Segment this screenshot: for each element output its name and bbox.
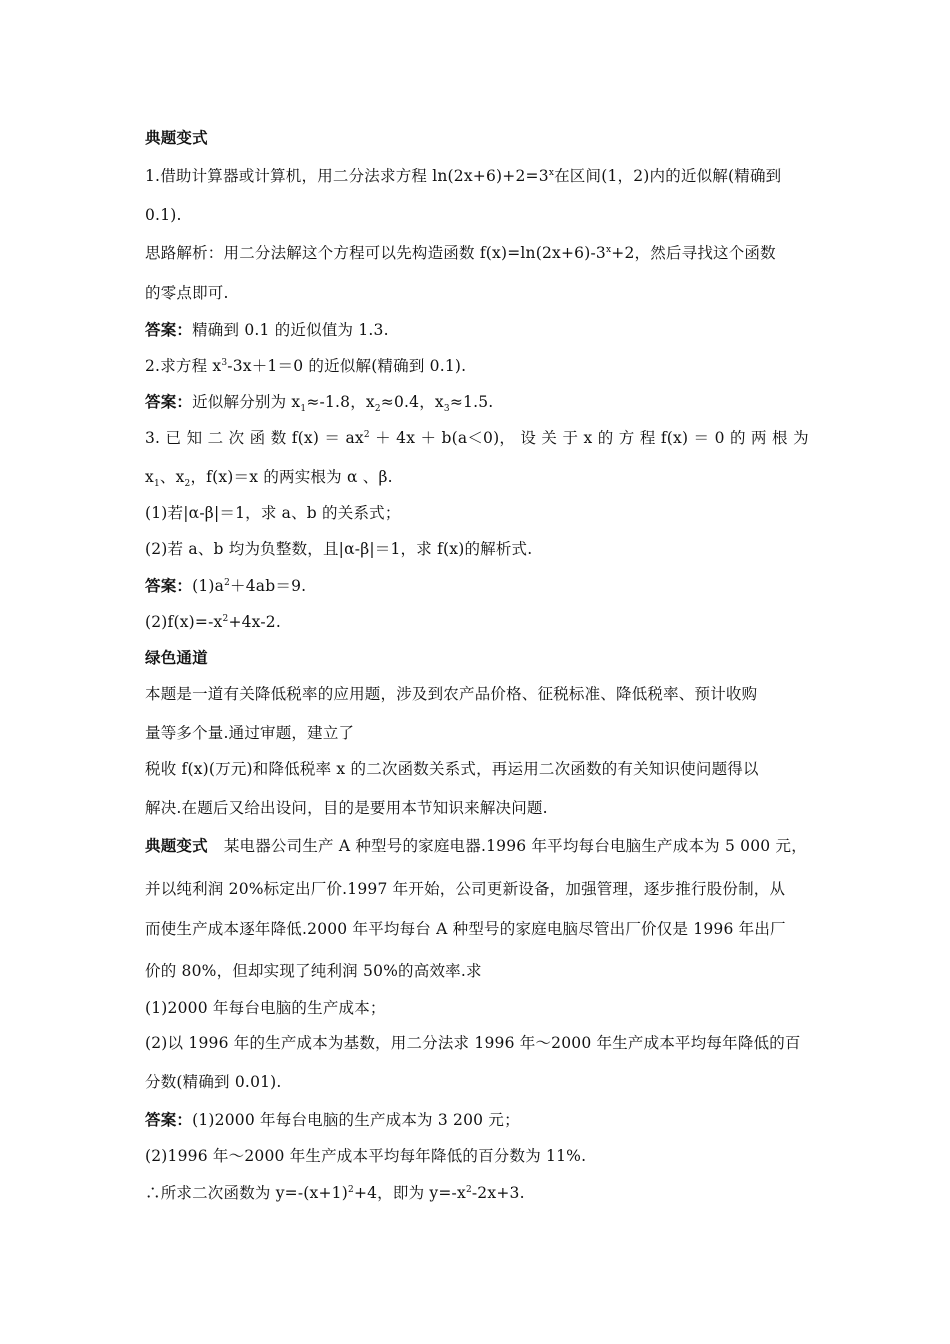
question-1-line-1: 1.借助计算器或计算机，用二分法求方程 $\ln(2x+6)+2=3^x$在区间(1，2)内的近似解(精确到 [145,167,782,185]
question-3-line-1: 3. 已 知 二 次 函 数 f(x) ＝ $ax^2$ ＋ 4x ＋ b(a＜0)， 设 关 于 x 的 方 程 f(x) ＝ 0 的 两 根 为 [145,429,809,447]
green-channel-line-2: 量等多个量.通过审题，建立了 [145,724,355,742]
green-channel-line-1: 本题是一道有关降低税率的应用题，涉及到农产品价格、征税标准、降低税率、预计收购 [145,685,758,703]
thought-analysis-line-1: 思路解析：用二分法解这个方程可以先构造函数 $f(x)=\ln(2x+6)-3^x+2$，然后寻找这个函数 [145,244,776,262]
answer-1: 答案：精确到 0.1 的近似值为 1.3. [145,321,389,339]
answer-3-part-2: $(2)f(x)=-x^2+4x-2$. [145,613,281,631]
variant-part-2: (2)以 1996 年的生产成本为基数，用二分法求 1996 年～2000 年生产成本平均每年降低的百 [145,1034,801,1052]
question-3-part-2: (2)若 a、b 均为负整数，且|α-β|＝1，求 f(x)的解析式. [145,540,533,558]
question-1-line-2: 0.1). [145,206,182,224]
answer-2: 答案：近似解分别为 $x_1\approx-1.8$，$x_2\approx 0.4$，$x_3\approx 1.5$. [145,393,494,415]
section-heading: 典题变式 [145,129,208,147]
answer-3-part-1: 答案：$(1)a^2+4ab=9$. [145,577,307,595]
variant-part-1: (1)2000 年每台电脑的生产成本； [145,999,386,1017]
variant-problem-line-4: 价的 80%，但却实现了纯利润 50%的高效率.求 [145,962,482,980]
variant-problem-line-2: 并以纯利润 20%标定出厂价.1997 年开始，公司更新设备，加强管理，逐步推行股份制，从 [145,880,786,898]
question-3-line-2: $x_1$、$x_2$，f(x)＝x 的两实根为 α 、β. [145,468,393,490]
variant-answer-2: (2)1996 年～2000 年生产成本平均每年降低的百分数为 11%. [145,1147,587,1165]
question-3-part-1: (1)若|α-β|＝1，求 a、b 的关系式； [145,504,401,522]
variant-problem-line-1: 典题变式 某电器公司生产 A 种型号的家庭电器.1996 年平均每台电脑生产成本为 5 000 元， [145,837,807,855]
conclusion-line: ∴所求二次函数为 $y=-(x+1)^2+4$，即为 $y=-x^2-2x+3$. [145,1184,525,1202]
green-channel-line-3: 税收 f(x)(万元)和降低税率 x 的二次函数关系式，再运用二次函数的有关知识使问题得以 [145,760,759,778]
variant-problem-line-3: 而使生产成本逐年降低.2000 年平均每台 A 种型号的家庭电脑尽管出厂价仅是 1996 年出厂 [145,920,786,938]
question-2: 2.求方程 $x^3-3x+1=0$ 的近似解(精确到 0.1). [145,357,467,375]
variant-answer-1: 答案：(1)2000 年每台电脑的生产成本为 3 200 元； [145,1111,520,1129]
thought-analysis-line-2: 的零点即可. [145,284,229,302]
green-channel-line-4: 解决.在题后又给出设问，目的是要用本节知识来解决问题. [145,799,548,817]
variant-part-2-cont: 分数(精确到 0.01). [145,1073,282,1091]
green-channel-heading: 绿色通道 [145,649,208,667]
